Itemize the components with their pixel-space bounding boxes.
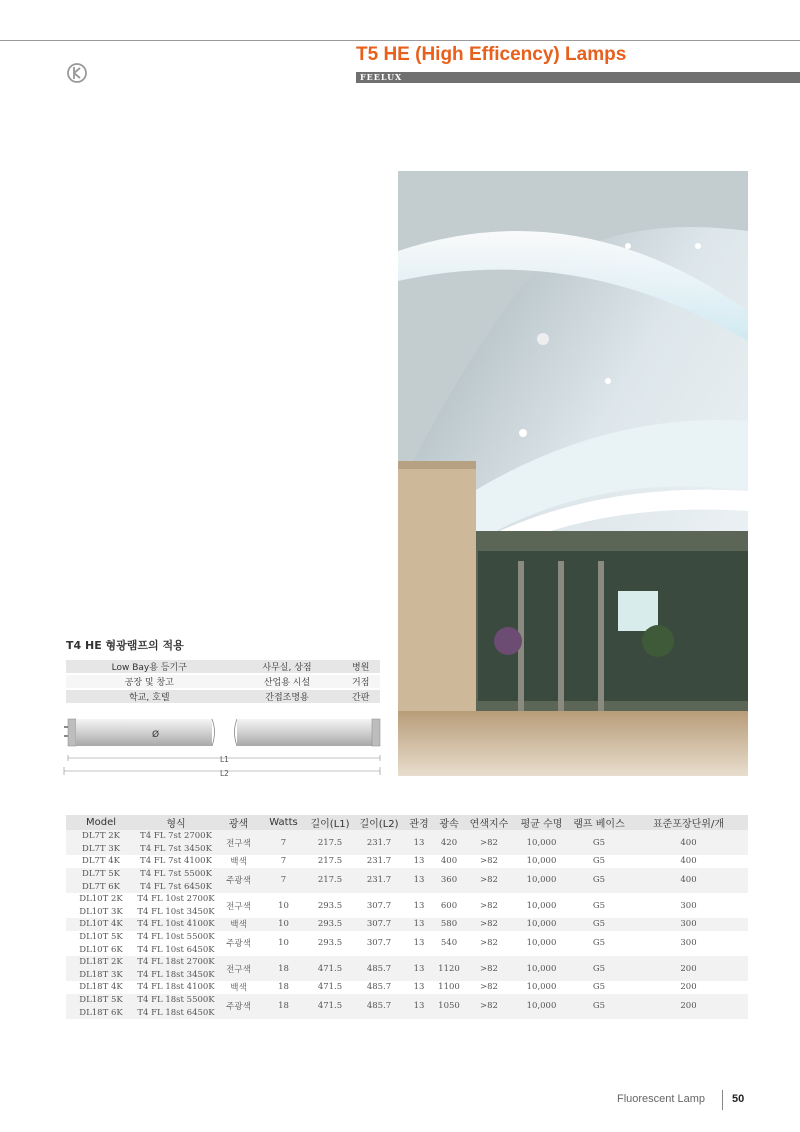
table-cell: 간판 [341,689,380,704]
base-cell: G5 [569,893,629,918]
table-row [66,830,748,843]
table-row [66,689,380,704]
header-rule [0,40,800,41]
pack-cell: 200 [629,956,748,981]
header-diameter: 관경 [404,815,434,830]
base-cell: G5 [569,931,629,956]
pack-cell: 300 [629,918,748,931]
table-row [66,956,748,969]
dia-cell: 13 [404,931,434,956]
table-row [66,994,748,1007]
l2-cell: 485.7 [354,981,404,994]
base-cell: G5 [569,830,629,855]
life-cell: 10,000 [514,956,569,981]
life-cell: 10,000 [514,994,569,1019]
model-cell: DL18T 2K [66,956,136,969]
l1-cell: 217.5 [306,855,354,868]
life-cell: 10,000 [514,868,569,893]
application-title: T4 HE 형광램프의 적용 [66,639,184,652]
l2-cell: 485.7 [354,956,404,981]
cri-cell: >82 [464,956,514,981]
table-row [66,931,748,944]
model-cell: DL7T 2K [66,830,136,843]
color-cell: 백색 [216,855,261,868]
brand-bar [356,72,800,83]
lumen-cell: 400 [434,855,464,868]
l2-cell: 231.7 [354,868,404,893]
life-cell: 10,000 [514,830,569,855]
life-cell: 10,000 [514,981,569,994]
dia-cell: 13 [404,868,434,893]
color-cell: 주광색 [216,994,261,1019]
pack-cell: 400 [629,855,748,868]
table-cell: 공장 및 창고 [66,674,233,689]
model-cell: DL18T 4K [66,981,136,994]
type-cell: T4 FL 18st 3450K [137,969,215,980]
table-cell: 산업용 시설 [233,674,342,689]
dia-cell: 13 [404,830,434,855]
cri-cell: >82 [464,931,514,956]
cri-cell: >82 [464,830,514,855]
header-base: 램프 베이스 [569,815,629,830]
color-cell: 주광색 [216,931,261,956]
cri-cell: >82 [464,868,514,893]
l2-cell: 307.7 [354,918,404,931]
model-cell: DL7T 6K [66,880,136,893]
dia-cell: 13 [404,981,434,994]
type-cell: T4 FL 18st 2700K [137,957,215,968]
l2-cell: 307.7 [354,931,404,956]
color-cell: 백색 [216,981,261,994]
model-cell: DL7T 5K [66,868,136,881]
table-row [66,868,748,881]
l2-cell: 231.7 [354,830,404,855]
type-cell: T4 FL 18st 4100K [137,982,215,993]
base-cell: G5 [569,868,629,893]
diameter-label: Ø [152,730,160,740]
header-type: 형식 [136,815,216,830]
watts-cell: 18 [261,981,306,994]
type-cell: T4 FL 7st 4100K [136,855,216,868]
table-cell: 간접조명용 [233,689,342,704]
header-pack: 표준포장단위/개 [629,815,748,830]
dia-cell: 13 [404,956,434,981]
spec-table-body [66,830,748,1019]
header-lumen: 광속 [434,815,464,830]
pack-cell: 400 [629,868,748,893]
l1-cell: 293.5 [306,918,354,931]
logo-icon [62,62,92,84]
table-cell: 병원 [341,660,380,674]
watts-cell: 10 [261,893,306,918]
l2-label: L2 [220,769,229,777]
header-color: 광색 [216,815,261,830]
l1-cell: 293.5 [306,931,354,956]
watts-cell: 18 [261,994,306,1019]
pack-cell: 200 [629,981,748,994]
pack-cell: 300 [629,931,748,956]
model-cell: DL10T 3K [66,906,136,919]
watts-cell: 18 [261,956,306,981]
application-table [66,660,380,705]
model-cell: DL7T 4K [66,855,136,868]
l1-cell: 217.5 [306,830,354,855]
model-cell: DL18T 3K [66,969,136,982]
header-l2: 길이(L2) [354,815,404,830]
cri-cell: >82 [464,981,514,994]
model-cell: DL10T 2K [66,893,136,906]
base-cell: G5 [569,956,629,981]
color-cell: 전구색 [216,956,261,981]
header-model: Model [66,815,136,830]
lumen-cell: 360 [434,868,464,893]
base-cell: G5 [569,981,629,994]
brand-label: FEELUX [360,72,403,82]
l2-cell: 307.7 [354,893,404,918]
table-row [66,674,380,689]
color-cell: 백색 [216,918,261,931]
watts-cell: 10 [261,931,306,956]
base-cell: G5 [569,918,629,931]
type-cell: T4 FL 10st 6450K [137,944,215,955]
color-cell: 전구색 [216,893,261,918]
l1-cell: 471.5 [306,981,354,994]
l1-cell: 217.5 [306,868,354,893]
table-row [66,918,748,931]
dia-cell: 13 [404,994,434,1019]
dia-cell: 13 [404,893,434,918]
type-cell: T4 FL 7st 3450K [136,843,216,856]
spec-table [66,815,748,1019]
page-title: T5 HE (High Efficency) Lamps [356,44,627,65]
cri-cell: >82 [464,918,514,931]
type-cell: T4 FL 7st 5500K [136,868,216,881]
model-cell: DL18T 5K [66,994,136,1007]
cri-cell: >82 [464,855,514,868]
lamp-dimension-diagram [62,715,382,777]
model-cell: DL7T 3K [66,843,136,856]
pack-cell: 200 [629,994,748,1019]
type-cell: T4 FL 18st 5500K [137,995,215,1006]
header-watts: Watts [261,815,306,830]
l1-label: L1 [220,755,229,764]
life-cell: 10,000 [514,918,569,931]
table-cell: 사무실, 상점 [233,660,342,674]
lumen-cell: 1120 [434,956,464,981]
l1-cell: 293.5 [306,893,354,918]
cri-cell: >82 [464,893,514,918]
type-cell: T4 FL 10st 2700K [137,894,215,905]
table-cell: Low Bay용 등기구 [66,660,233,674]
lumen-cell: 420 [434,830,464,855]
watts-cell: 7 [261,830,306,855]
header-cri: 연색지수 [464,815,514,830]
l1-cell: 471.5 [306,956,354,981]
footer-divider [722,1090,723,1110]
page-number: 50 [732,1093,745,1105]
interior-photo [398,171,748,776]
type-cell: T4 FL 10st 4100K [137,919,215,930]
life-cell: 10,000 [514,893,569,918]
life-cell: 10,000 [514,931,569,956]
dia-cell: 13 [404,918,434,931]
spec-header-row [66,815,748,830]
table-row [66,981,748,994]
table-row [66,893,748,906]
model-cell: DL10T 5K [66,931,136,944]
table-row [66,855,748,868]
type-cell: T4 FL 10st 3450K [137,906,215,917]
type-cell: T4 FL 18st 6450K [137,1007,215,1018]
l1-cell: 471.5 [306,994,354,1019]
cri-cell: >82 [464,994,514,1019]
footer-label: Fluorescent Lamp [617,1093,706,1105]
lumen-cell: 1050 [434,994,464,1019]
table-cell: 거점 [341,674,380,689]
model-cell: DL18T 6K [66,1006,136,1019]
lumen-cell: 1100 [434,981,464,994]
dia-cell: 13 [404,855,434,868]
l2-cell: 485.7 [354,994,404,1019]
lumen-cell: 540 [434,931,464,956]
type-cell: T4 FL 7st 2700K [136,830,216,843]
watts-cell: 7 [261,868,306,893]
color-cell: 전구색 [216,830,261,855]
life-cell: 10,000 [514,855,569,868]
watts-cell: 10 [261,918,306,931]
pack-cell: 400 [629,830,748,855]
watts-cell: 7 [261,855,306,868]
base-cell: G5 [569,855,629,868]
model-cell: DL10T 6K [66,943,136,956]
type-cell: T4 FL 7st 6450K [136,880,216,893]
table-cell: 학교, 호텔 [66,689,233,704]
lumen-cell: 580 [434,918,464,931]
header-l1: 길이(L1) [306,815,354,830]
color-cell: 주광색 [216,868,261,893]
table-row [66,660,380,674]
type-cell: T4 FL 10st 5500K [137,932,215,943]
pack-cell: 300 [629,893,748,918]
header-life: 평균 수명 [514,815,569,830]
model-cell: DL10T 4K [66,918,136,931]
l2-cell: 231.7 [354,855,404,868]
base-cell: G5 [569,994,629,1019]
lumen-cell: 600 [434,893,464,918]
